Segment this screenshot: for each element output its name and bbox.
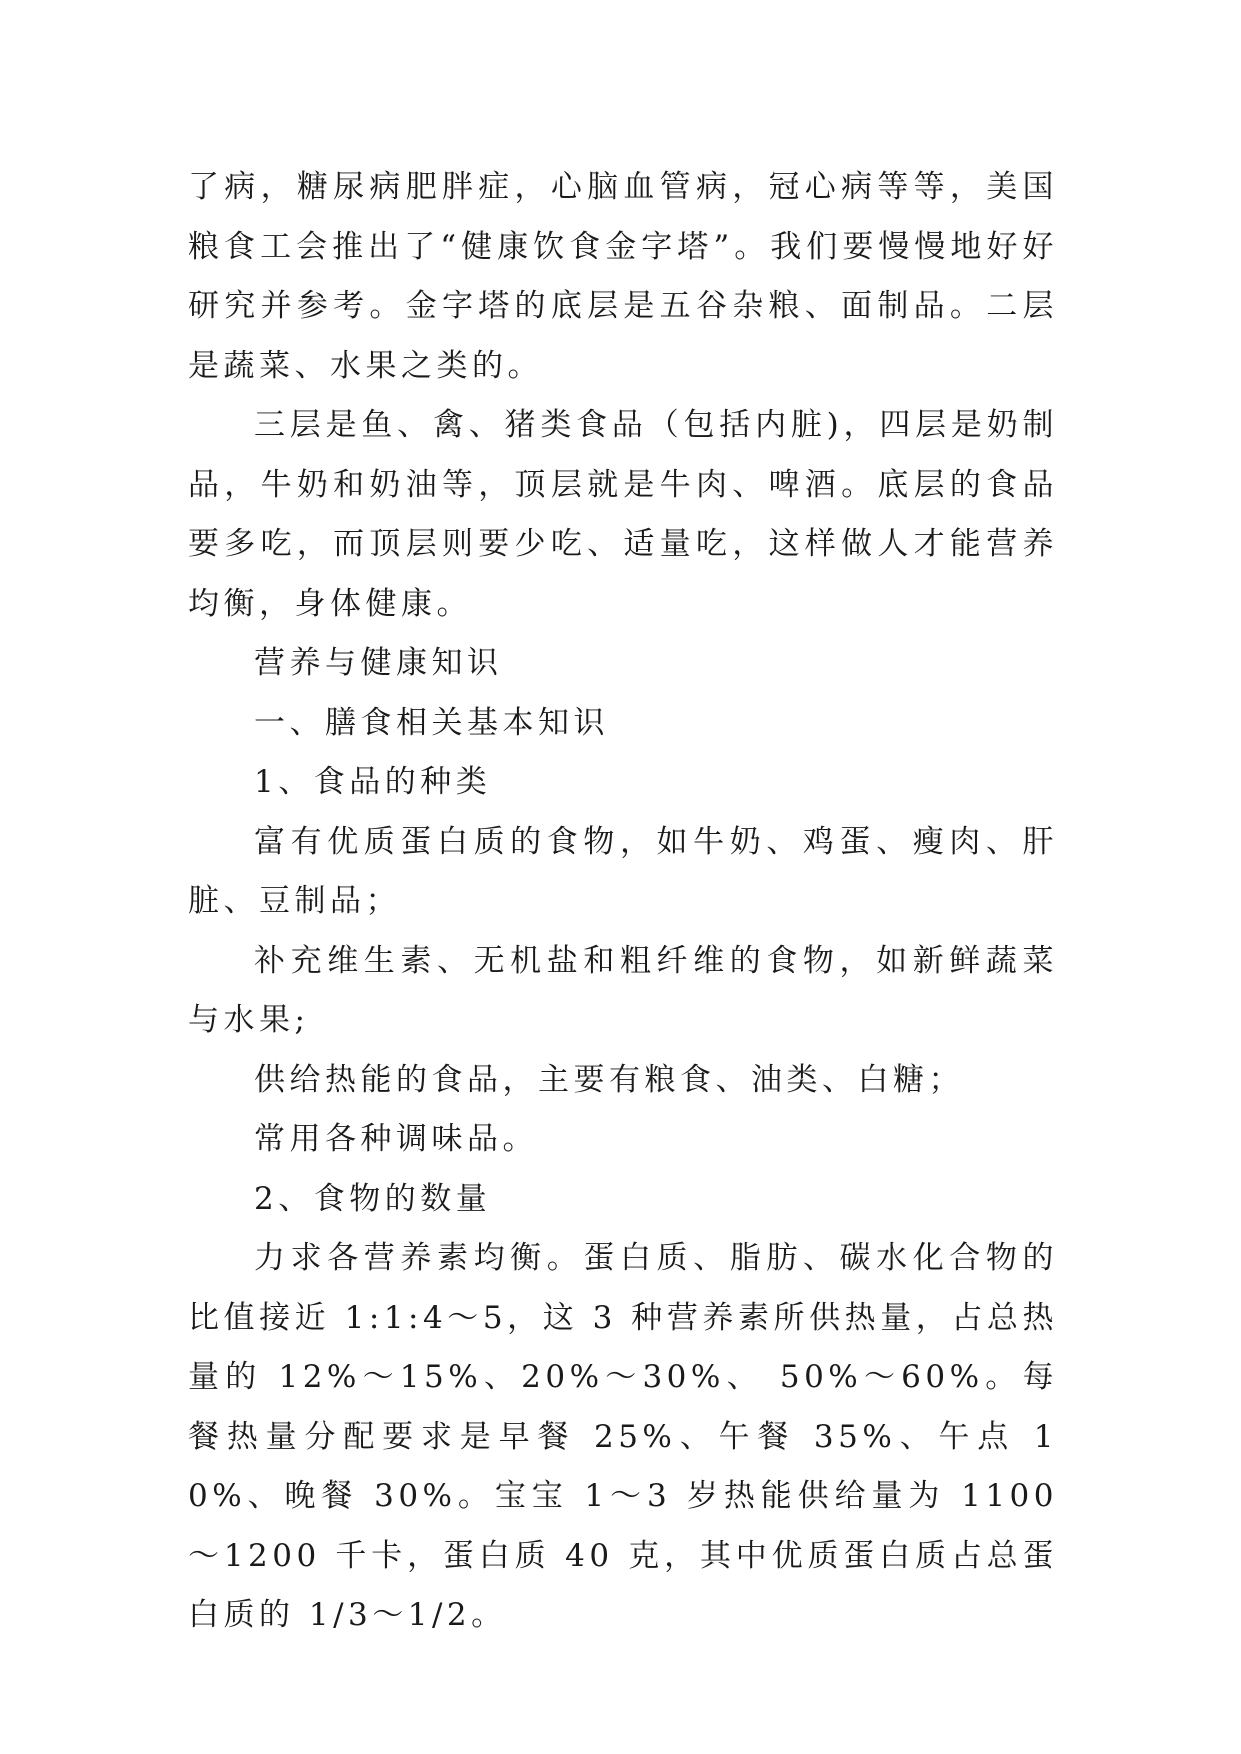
document-body <box>188 158 1058 1646</box>
paragraph-energy-foods: 供给热能的食品，主要有粮食、油类、白糖； <box>254 1061 964 1098</box>
section-heading-1: 一、膳食相关基本知识 <box>254 704 609 741</box>
paragraph-pyramid-layers: 三层是鱼、禽、猪类食品（包括内脏)，四层是奶制品，牛奶和奶油等，顶层就是牛肉、啤酒。底层的食品要多吃，而顶层则要少吃、适量吃，这样做人才能营养均衡，身体健康。 <box>188 407 1058 622</box>
section-title: 营养与健康知识 <box>254 645 503 681</box>
paragraph-pyramid-intro: 了病，糖尿病肥胖症，心脑血管病，冠心病等等，美国粮食工会推出了“健康饮食金字塔”。我们要慢慢地好好研究并参考。金字塔的底层是五谷杂粮、面制品。二层是蔬菜、水果之类的。 <box>188 169 1058 384</box>
paragraph-seasonings: 常用各种调味品。 <box>254 1121 538 1157</box>
subsection-heading-food-types: 1、食品的种类 <box>254 764 492 800</box>
paragraph-nutrient-balance: 力求各营养素均衡。蛋白质、脂肪、碳水化合物的比值接近 1:1:4～5，这 3 种营养素所供热量，占总热量的 12%～15%、20%～30%、 50%～60%。每餐热量分配要求是早餐 25%、午餐 35%、午点 10%、晚餐 30%。宝宝 1～3 岁热能供给量为 1100～1200 千卡，蛋白质 40 克，其中优质蛋白质占总蛋白质的 1/3～1/2。 <box>188 1240 1058 1633</box>
paragraph-protein-foods: 富有优质蛋白质的食物，如牛奶、鸡蛋、瘦肉、肝脏、豆制品； <box>188 823 1058 919</box>
subsection-heading-food-quantity: 2、食物的数量 <box>254 1180 492 1217</box>
paragraph-vitamin-foods: 补充维生素、无机盐和粗纤维的食物，如新鲜蔬菜与水果; <box>188 942 1058 1038</box>
